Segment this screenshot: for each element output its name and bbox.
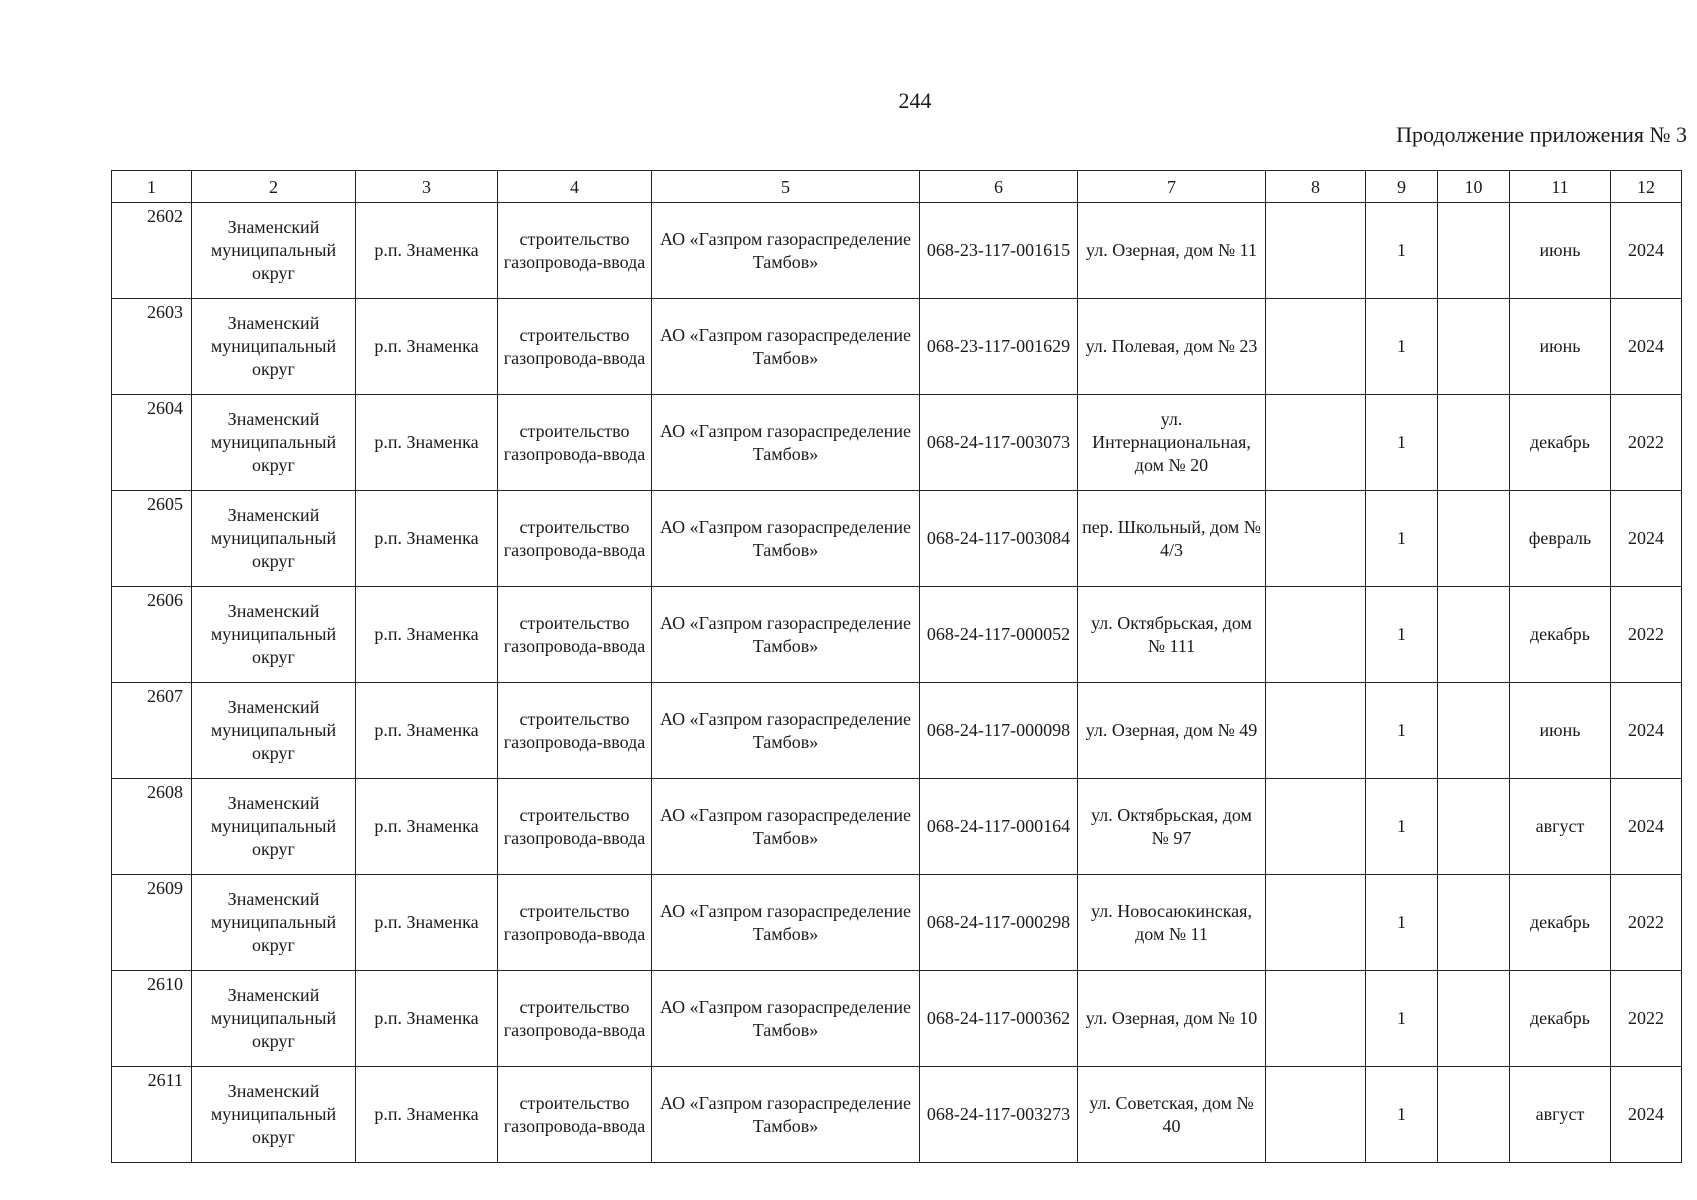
organization-cell: АО «Газпром газораспределение Тамбов» [652,779,920,875]
month-cell: август [1510,779,1611,875]
code-cell: 068-23-117-001629 [920,299,1078,395]
table-row [112,587,1682,683]
col10-cell [1438,299,1510,395]
row-number-cell: 2605 [112,491,192,587]
table-row [112,875,1682,971]
col10-cell [1438,683,1510,779]
organization-cell: АО «Газпром газораспределение Тамбов» [652,683,920,779]
col10-cell [1438,875,1510,971]
col8-cell [1266,299,1366,395]
row-number-cell: 2607 [112,683,192,779]
col8-cell [1266,203,1366,299]
register-table [111,170,1682,1163]
row-number-cell: 2604 [112,395,192,491]
page-number: 244 [898,88,932,113]
work-type-cell: строительство газопровода-ввода [498,683,652,779]
month-cell: декабрь [1510,395,1611,491]
month-cell: февраль [1510,491,1611,587]
district-cell: Знаменский муниципальный округ [192,683,356,779]
address-cell: ул. Озерная, дом № 11 [1078,203,1266,299]
year-cell: 2022 [1611,971,1682,1067]
table-row [112,779,1682,875]
code-cell: 068-23-117-001615 [920,203,1078,299]
address-cell: ул. Интернациональная, дом № 20 [1078,395,1266,491]
code-cell: 068-24-117-003273 [920,1067,1078,1163]
quantity-cell: 1 [1366,683,1438,779]
settlement-cell: р.п. Знаменка [356,203,498,299]
quantity-cell: 1 [1366,395,1438,491]
organization-cell: АО «Газпром газораспределение Тамбов» [652,875,920,971]
col10-cell [1438,1067,1510,1163]
work-type-cell: строительство газопровода-ввода [498,587,652,683]
table-row [112,299,1682,395]
table-row [112,395,1682,491]
organization-cell: АО «Газпром газораспределение Тамбов» [652,299,920,395]
month-cell: июнь [1510,683,1611,779]
settlement-cell: р.п. Знаменка [356,1067,498,1163]
month-cell: июнь [1510,203,1611,299]
year-cell: 2024 [1611,1067,1682,1163]
table-row [112,203,1682,299]
organization-cell: АО «Газпром газораспределение Тамбов» [652,395,920,491]
address-cell: пер. Школьный, дом № 4/3 [1078,491,1266,587]
table-body [112,203,1682,1163]
row-number-cell: 2610 [112,971,192,1067]
row-number-cell: 2603 [112,299,192,395]
work-type-cell: строительство газопровода-ввода [498,779,652,875]
column-header: 12 [1611,171,1682,203]
year-cell: 2022 [1611,395,1682,491]
organization-cell: АО «Газпром газораспределение Тамбов» [652,1067,920,1163]
quantity-cell: 1 [1366,203,1438,299]
column-header: 9 [1366,171,1438,203]
address-cell: ул. Октябрьская, дом № 97 [1078,779,1266,875]
column-header: 2 [192,171,356,203]
organization-cell: АО «Газпром газораспределение Тамбов» [652,491,920,587]
year-cell: 2024 [1611,779,1682,875]
quantity-cell: 1 [1366,779,1438,875]
column-header: 7 [1078,171,1266,203]
settlement-cell: р.п. Знаменка [356,683,498,779]
col8-cell [1266,491,1366,587]
address-cell: ул. Полевая, дом № 23 [1078,299,1266,395]
column-header: 10 [1438,171,1510,203]
year-cell: 2024 [1611,203,1682,299]
district-cell: Знаменский муниципальный округ [192,203,356,299]
year-cell: 2022 [1611,587,1682,683]
row-number-cell: 2606 [112,587,192,683]
month-cell: декабрь [1510,971,1611,1067]
district-cell: Знаменский муниципальный округ [192,971,356,1067]
work-type-cell: строительство газопровода-ввода [498,395,652,491]
col8-cell [1266,587,1366,683]
settlement-cell: р.п. Знаменка [356,491,498,587]
code-cell: 068-24-117-003084 [920,491,1078,587]
col10-cell [1438,587,1510,683]
quantity-cell: 1 [1366,299,1438,395]
year-cell: 2024 [1611,683,1682,779]
row-number-cell: 2609 [112,875,192,971]
col10-cell [1438,971,1510,1067]
code-cell: 068-24-117-003073 [920,395,1078,491]
district-cell: Знаменский муниципальный округ [192,587,356,683]
address-cell: ул. Октябрьская, дом № 111 [1078,587,1266,683]
month-cell: декабрь [1510,875,1611,971]
column-header: 5 [652,171,920,203]
district-cell: Знаменский муниципальный округ [192,491,356,587]
column-header: 11 [1510,171,1611,203]
settlement-cell: р.п. Знаменка [356,779,498,875]
column-number-row [112,171,1682,203]
column-header: 1 [112,171,192,203]
table-row [112,1067,1682,1163]
col8-cell [1266,971,1366,1067]
row-number-cell: 2608 [112,779,192,875]
address-cell: ул. Озерная, дом № 10 [1078,971,1266,1067]
address-cell: ул. Советская, дом № 40 [1078,1067,1266,1163]
col10-cell [1438,395,1510,491]
district-cell: Знаменский муниципальный округ [192,1067,356,1163]
table-row [112,971,1682,1067]
organization-cell: АО «Газпром газораспределение Тамбов» [652,203,920,299]
col10-cell [1438,203,1510,299]
work-type-cell: строительство газопровода-ввода [498,875,652,971]
settlement-cell: р.п. Знаменка [356,587,498,683]
col10-cell [1438,491,1510,587]
quantity-cell: 1 [1366,491,1438,587]
col8-cell [1266,395,1366,491]
table-row [112,683,1682,779]
quantity-cell: 1 [1366,1067,1438,1163]
work-type-cell: строительство газопровода-ввода [498,971,652,1067]
month-cell: август [1510,1067,1611,1163]
district-cell: Знаменский муниципальный округ [192,875,356,971]
work-type-cell: строительство газопровода-ввода [498,1067,652,1163]
table-row [112,491,1682,587]
address-cell: ул. Новосаюкинская, дом № 11 [1078,875,1266,971]
month-cell: декабрь [1510,587,1611,683]
quantity-cell: 1 [1366,587,1438,683]
address-cell: ул. Озерная, дом № 49 [1078,683,1266,779]
work-type-cell: строительство газопровода-ввода [498,299,652,395]
district-cell: Знаменский муниципальный округ [192,395,356,491]
year-cell: 2022 [1611,875,1682,971]
work-type-cell: строительство газопровода-ввода [498,491,652,587]
settlement-cell: р.п. Знаменка [356,395,498,491]
organization-cell: АО «Газпром газораспределение Тамбов» [652,587,920,683]
month-cell: июнь [1510,299,1611,395]
code-cell: 068-24-117-000052 [920,587,1078,683]
settlement-cell: р.п. Знаменка [356,875,498,971]
column-header: 6 [920,171,1078,203]
settlement-cell: р.п. Знаменка [356,971,498,1067]
column-header: 8 [1266,171,1366,203]
year-cell: 2024 [1611,299,1682,395]
district-cell: Знаменский муниципальный округ [192,299,356,395]
year-cell: 2024 [1611,491,1682,587]
organization-cell: АО «Газпром газораспределение Тамбов» [652,971,920,1067]
code-cell: 068-24-117-000098 [920,683,1078,779]
quantity-cell: 1 [1366,971,1438,1067]
code-cell: 068-24-117-000164 [920,779,1078,875]
col10-cell [1438,779,1510,875]
col8-cell [1266,875,1366,971]
work-type-cell: строительство газопровода-ввода [498,203,652,299]
quantity-cell: 1 [1366,875,1438,971]
settlement-cell: р.п. Знаменка [356,299,498,395]
district-cell: Знаменский муниципальный округ [192,779,356,875]
column-header: 3 [356,171,498,203]
column-header: 4 [498,171,652,203]
continuation-title: Продолжение приложения № 3 [1396,122,1687,147]
row-number-cell: 2602 [112,203,192,299]
col8-cell [1266,779,1366,875]
col8-cell [1266,1067,1366,1163]
code-cell: 068-24-117-000362 [920,971,1078,1067]
row-number-cell: 2611 [112,1067,192,1163]
code-cell: 068-24-117-000298 [920,875,1078,971]
col8-cell [1266,683,1366,779]
